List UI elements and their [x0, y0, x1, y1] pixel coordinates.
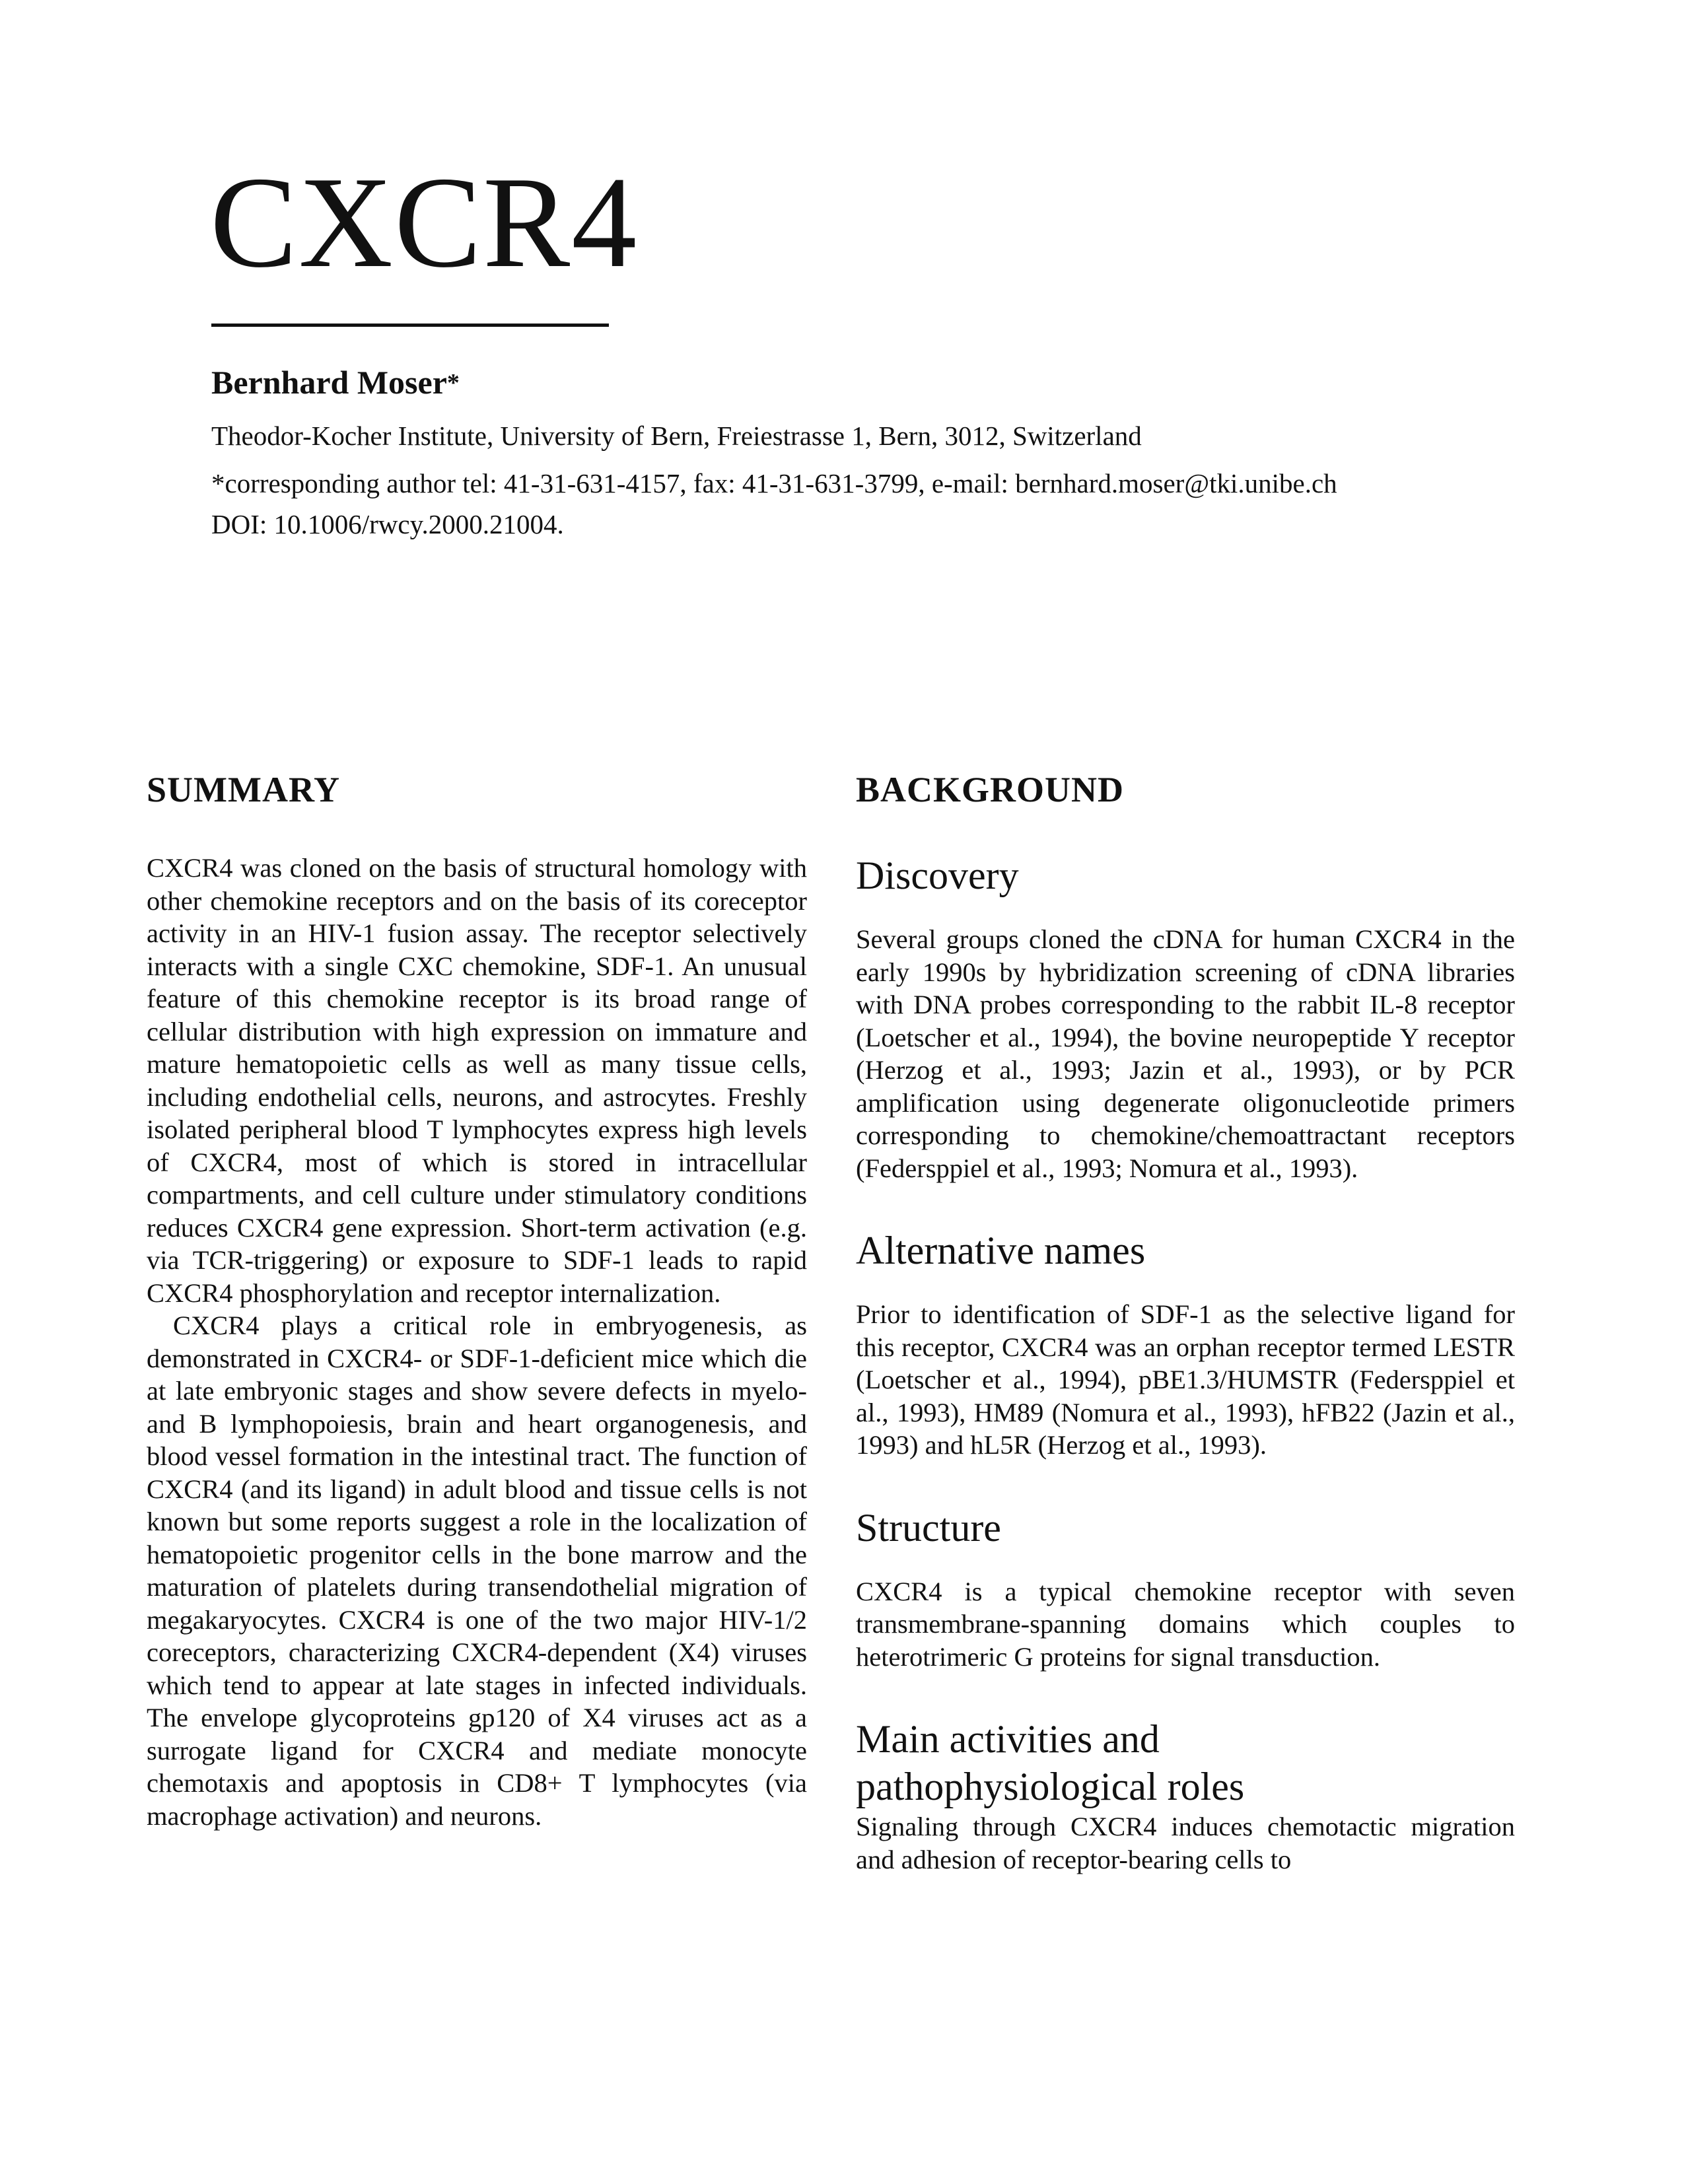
correspondence-line: *corresponding author tel: 41-31-631-4157, fax: 41-31-631-3799, e-mail: bernhard.moser@tki.unibe.ch — [211, 468, 1337, 498]
alternative-names-text: Prior to identification of SDF-1 as the selective ligand for this receptor, CXCR4 was an orphan receptor termed LESTR (Loetscher et al., 1994), pBE1.3/HUMSTR (Federsppiel et al., 1993), HM89 (Nomura et al., 1993), hFB22 (Jazin et al., 1993) and hL5R (Herzog et al., 1993). — [856, 1299, 1515, 1460]
summary-heading: SUMMARY — [147, 770, 341, 809]
summary-paragraph-2: CXCR4 plays a critical role in embryogenesis, as demonstrated in CXCR4- or SDF-1-deficient mice which die at late embryonic stages and show severe defects in myelo- and B lymphopoiesis, brain and heart organogenesis, and blood vessel formation in the intestinal tract. The function of CXCR4 (and its ligand) in adult blood and tissue cells is not known but some reports suggest a role in the localization of hematopoietic progenitor cells in the bone marrow and the maturation of platelets during transendothelial migration of megakaryocytes. CXCR4 is one of the two major HIV-1/2 coreceptors, characterizing CXCR4-dependent (X4) viruses which tend to appear at late stages in infected individuals. The envelope glycoproteins gp120 of X4 viruses act as a surrogate ligand for CXCR4 and mediate monocyte chemotaxis and apoptosis in CD8+ T lymphocytes (via macrophage activation) and neurons. — [147, 1311, 807, 1831]
corresponding-author-mark: * — [446, 369, 460, 397]
structure-text: CXCR4 is a typical chemokine receptor with seven transmembrane-spanning domains which couples to heterotrimeric G proteins for signal transduction. — [856, 1576, 1515, 1672]
main-activities-heading-line-1: Main activities and — [856, 1717, 1160, 1761]
background-heading: BACKGROUND — [856, 770, 1125, 809]
alternative-names-heading: Alternative names — [856, 1229, 1146, 1272]
discovery-heading: Discovery — [856, 854, 1019, 897]
doi-line: DOI: 10.1006/rwcy.2000.21004. — [211, 509, 564, 539]
main-activities-heading-line-2: pathophysiological roles — [856, 1765, 1245, 1808]
discovery-text: Several groups cloned the cDNA for human CXCR4 in the early 1990s by hybridization screening of cDNA libraries with DNA probes corresponding to the rabbit IL-8 receptor (Loetscher et al., 1994), the bovine neuropeptide Y receptor (Herzog et al., 1993; Jazin et al., 1993), or by PCR amplification using degenerate oligonucleotide primers corresponding to chemokine/chemoattractant receptors (Federsppiel et al., 1993; Nomura et al., 1993). — [856, 924, 1515, 1183]
author-name-text: Bernhard Moser — [211, 364, 447, 401]
title-rule — [211, 324, 609, 327]
author-name — [211, 360, 460, 405]
article-title: CXCR4 — [210, 150, 639, 294]
author-affiliation: Theodor-Kocher Institute, University of Bern, Freiestrasse 1, Bern, 3012, Switzerland — [211, 421, 1142, 451]
summary-column — [147, 758, 807, 1832]
structure-heading: Structure — [856, 1505, 1001, 1550]
summary-paragraph-1: CXCR4 was cloned on the basis of structural homology with other chemokine receptors and on the basis of its coreceptor activity in an HIV-1 fusion assay. The receptor selectively interacts with a single CXC chemokine, SDF-1. An unusual feature of this chemokine receptor is its broad range of cellular distribution with high expression on immature and mature hematopoietic cells as well as many tissue cells, including endothelial cells, neurons, and astrocytes. Freshly isolated peripheral blood T lymphocytes express high levels of CXCR4, most of which is stored in intracellular compartments, and cell culture under stimulatory conditions reduces CXCR4 gene expression. Short-term activation (e.g. via TCR-triggering) or exposure to SDF-1 leads to rapid CXCR4 phosphorylation and receptor internalization. — [147, 853, 807, 1308]
main-activities-text: Signaling through CXCR4 induces chemotactic migration and adhesion of receptor-bearing cells to — [856, 1812, 1515, 1874]
main-activities-heading — [856, 1715, 1515, 1810]
background-column — [856, 758, 1515, 1876]
